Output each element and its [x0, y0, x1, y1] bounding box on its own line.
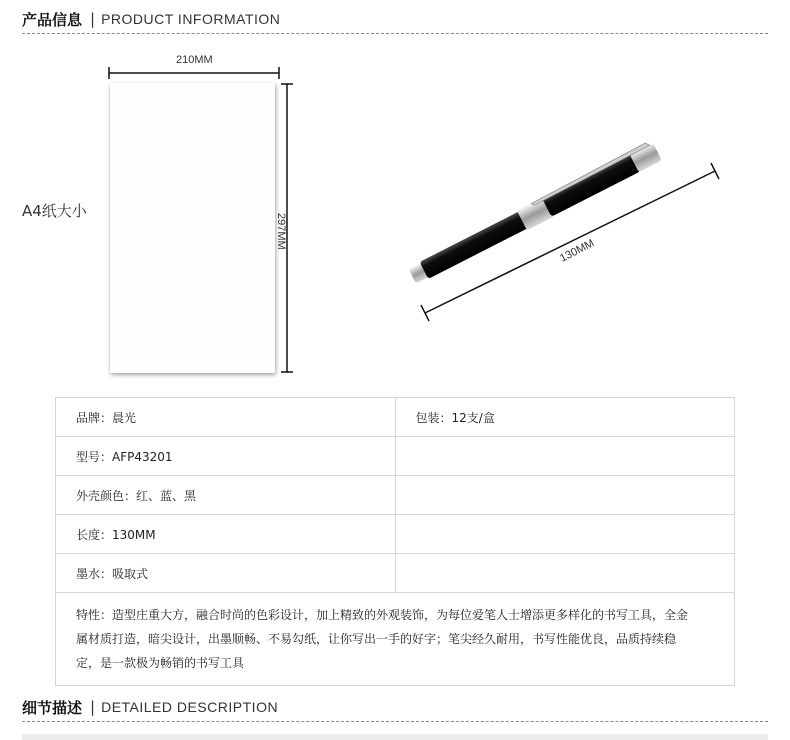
product-info-title-en: PRODUCT INFORMATION [101, 11, 281, 27]
empty-cell [395, 554, 735, 593]
spec-table [55, 397, 735, 686]
paper-width-dimension [105, 66, 285, 80]
detail-title-cn: 细节描述 [22, 698, 83, 717]
table-row [56, 554, 735, 593]
empty-cell [395, 437, 735, 476]
paper-width-label: 210MM [176, 54, 213, 66]
features-cell: 特性：造型庄重大方，融合时尚的色彩设计，加上精致的外观装饰，为每位爱笔人士增添更多样化的书写工具，全金属材质打造，暗尖设计，出墨顺畅、不易勾纸，让你写出一手的好字；笔尖经久耐用，书写性能优良，品质持续稳定，是一款极为畅销的书写工具 [56, 593, 735, 686]
package-cell: 包装：12支/盒 [395, 398, 735, 437]
brand-cell: 品牌：晨光 [56, 398, 396, 437]
pen-length-label: 130MM [558, 237, 597, 265]
paper-height-label: 297MM [275, 213, 287, 250]
header-separator: | [90, 698, 96, 716]
detail-header [22, 694, 278, 720]
empty-cell [395, 515, 735, 554]
colors-cell: 外壳颜色：红、蓝、黑 [56, 476, 396, 515]
length-cell: 长度：130MM [56, 515, 396, 554]
empty-cell [395, 476, 735, 515]
table-row [56, 398, 735, 437]
ink-cell: 墨水：吸取式 [56, 554, 396, 593]
a4-size-label: A4纸大小 [22, 202, 87, 220]
product-info-header [22, 6, 280, 32]
table-row [56, 515, 735, 554]
detail-image-strip [22, 734, 768, 740]
a4-paper-image [110, 83, 275, 373]
model-cell: 型号：AFP43201 [56, 437, 396, 476]
pen-length-dimension [415, 158, 725, 323]
detail-title-en: DETAILED DESCRIPTION [101, 699, 279, 715]
table-row [56, 437, 735, 476]
table-row [56, 476, 735, 515]
table-row [56, 593, 735, 686]
header-separator: | [90, 10, 96, 28]
header-divider [22, 33, 768, 34]
product-info-title-cn: 产品信息 [22, 10, 83, 29]
detail-divider [22, 721, 768, 722]
